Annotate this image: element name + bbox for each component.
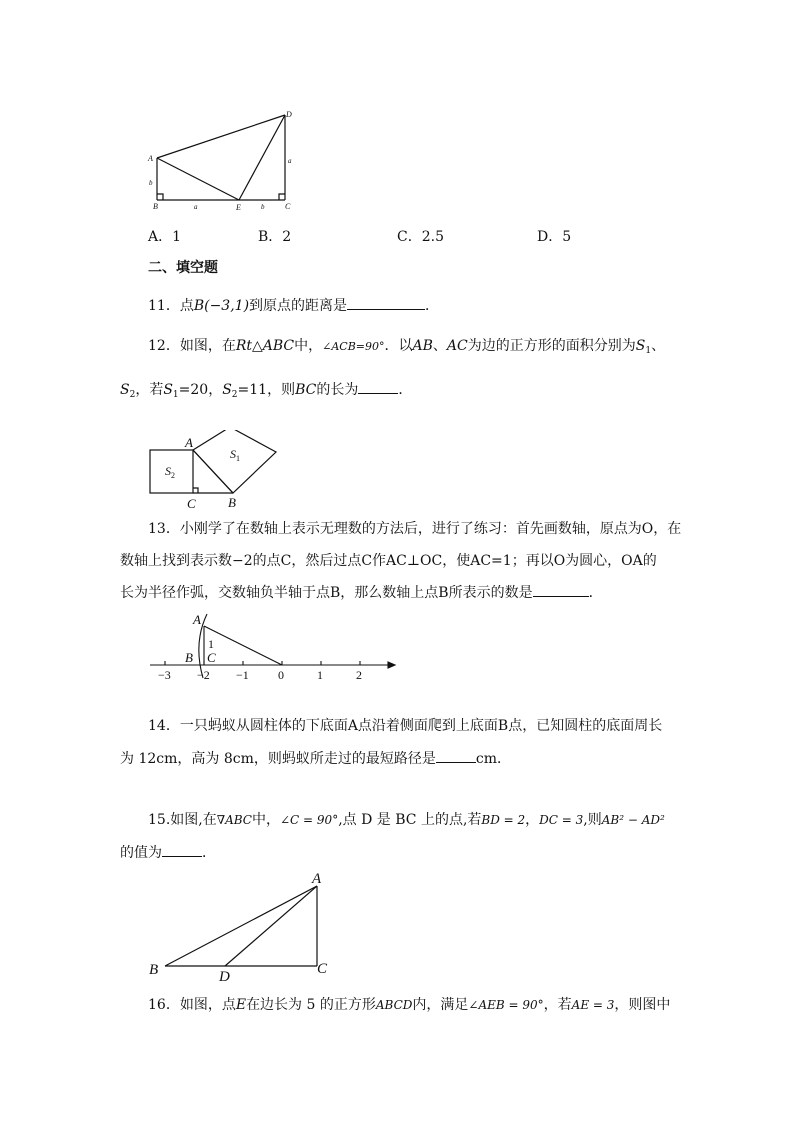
q13-answer-blank[interactable] [533, 582, 589, 597]
q12-answer-blank[interactable] [358, 379, 398, 394]
q15-line2-end: ． [202, 845, 216, 861]
q12-prefix: 12．如图，在 [148, 338, 236, 354]
q11-answer-blank[interactable] [347, 295, 425, 310]
q12-end: ． [398, 382, 413, 398]
q10-figure [145, 105, 305, 215]
q15-label-A: A [312, 871, 322, 887]
q14-answer-blank[interactable] [436, 748, 476, 763]
q11-point: B(−3,1) [193, 298, 250, 314]
label-b-bottom: b [261, 203, 265, 211]
q13-line3-end: ． [588, 585, 603, 601]
q15-text-e: ,则 [583, 812, 602, 828]
label-E: E [236, 203, 241, 212]
q12-cond1-sub: 1 [172, 390, 179, 400]
q16-text-b: 在边长为 5 的正方形 [246, 997, 376, 1013]
question-14-line2 [120, 748, 511, 769]
question-15-line1 [148, 810, 665, 830]
question-14-line1: 14．一只蚂蚁从圆柱体的下底面A点沿着侧面爬到上底面B点，已知圆柱的底面周长 [148, 718, 663, 734]
q14-line2-text: 为 12cm，高为 8cm，则蚂蚁所走过的最短路径是 [120, 751, 436, 767]
q15-text-a: 15.如图,在 [148, 812, 217, 828]
q16-text-a: 16．如图，点 [148, 997, 236, 1013]
q15-text-c: ,点 D 是 BC 上的点,若 [338, 812, 482, 828]
question-16-line1 [148, 995, 670, 1015]
q12-figure [145, 430, 285, 510]
q15-expression: AB² − AD² [601, 813, 665, 827]
q12-comma: ，若 [135, 382, 164, 398]
q12-label-B: B [228, 495, 236, 510]
q12-sep2: ， [208, 382, 223, 398]
q13-line3-text: 长为半径作弧，交数轴负半轴于点B，那么数轴上点B所表示的数是 [120, 585, 533, 601]
q13-tick-2: 2 [356, 668, 362, 682]
label-b-left: b [149, 179, 153, 187]
q12-cond2-val: =11 [237, 382, 268, 398]
q15-figure [145, 868, 345, 983]
q15-label-D: D [219, 969, 230, 983]
q13-figure [145, 608, 400, 683]
q16-ae: AE = 3 [571, 998, 615, 1012]
q16-text-d: ，若 [543, 997, 572, 1013]
q14-line2-end: cm． [475, 751, 511, 767]
q16-e: E [235, 997, 247, 1013]
q12-mid2: ．以 [384, 338, 413, 354]
q12-rest3: 的长为 [316, 382, 359, 398]
option-d[interactable]: D．5 [537, 229, 572, 245]
q12-cond1-val: =20 [178, 382, 209, 398]
question-13-line3 [120, 582, 603, 603]
label-C: C [285, 202, 291, 211]
q15-label-B: B [149, 962, 159, 978]
q12-label-S2-sub: 2 [171, 471, 175, 480]
q12-cond2: S [222, 382, 232, 398]
option-a[interactable]: A．1 [148, 229, 182, 245]
q12-ab: AB [412, 338, 433, 354]
q15-text-b: 中， [252, 812, 280, 828]
q12-label-S2: S [165, 464, 171, 478]
question-11 [148, 295, 439, 316]
q12-s1: S [635, 338, 646, 354]
q16-text-c: 内，满足 [412, 997, 469, 1013]
label-a-right: a [288, 157, 292, 165]
q12-s2-sub: 2 [129, 390, 136, 400]
q15-line2-text: 的值为 [120, 845, 162, 861]
q12-sep: 、 [432, 338, 447, 354]
q11-suffix: 到原点的距离是 [249, 298, 348, 314]
q15-label-C: C [317, 961, 328, 977]
label-A: A [148, 154, 153, 163]
label-a-bottom: a [194, 203, 198, 211]
question-12-line1 [148, 336, 665, 361]
q15-dc: DC = 3 [539, 813, 584, 827]
q12-label-S1: S [230, 447, 236, 461]
svg-text:S1 [230, 447, 240, 463]
q12-label-C: C [187, 496, 196, 510]
option-c[interactable]: C．2.5 [397, 229, 444, 245]
q13-tick-0: 0 [278, 668, 284, 682]
q12-cond2-sub: 2 [231, 390, 238, 400]
q12-ac: AC [446, 338, 468, 354]
q13-tick-neg2: −2 [197, 668, 210, 682]
q12-cond1: S [163, 382, 173, 398]
q13-tick-1: 1 [317, 668, 323, 682]
q16-angle: ∠AEB = 90° [468, 998, 544, 1012]
q12-label-A: A [185, 435, 193, 450]
q13-label-1: 1 [208, 637, 214, 651]
label-D: D [286, 110, 292, 119]
q12-s2: S [120, 382, 130, 398]
q11-end: ． [425, 298, 440, 314]
q13-label-C: C [207, 650, 216, 665]
q12-rest2: ，则 [267, 382, 296, 398]
q13-label-B: B [185, 650, 193, 665]
q15-bd: BD = 2 [481, 813, 526, 827]
q12-s1-sub: 1 [645, 346, 652, 356]
q13-label-A: A [193, 612, 201, 627]
section-heading: 二、填空题 [148, 260, 218, 276]
q12-rest: 为边的正方形的面积分别为 [467, 338, 636, 354]
question-15-line2 [120, 842, 216, 863]
q15-triangle: ∇ABC [216, 813, 252, 827]
svg-text:S2 [165, 464, 175, 480]
q13-tick-neg1: −1 [236, 668, 249, 682]
q11-prefix: 11．点 [148, 298, 194, 314]
question-12-line2 [120, 379, 412, 405]
q12-bc: BC [295, 382, 317, 398]
q16-text-e: ，则图中 [614, 997, 671, 1013]
option-b[interactable]: B．2 [258, 229, 292, 245]
q12-rt: Rt△ABC [235, 338, 295, 354]
q13-tick-neg3: −3 [158, 668, 171, 682]
q12-angle: ∠ACB=90° [322, 340, 385, 353]
q15-answer-blank[interactable] [162, 842, 202, 857]
question-13-line2: 数轴上找到表示数−2的点C，然后过点C作AC⊥OC，使AC=1；再以O为圆心，OA的 [120, 553, 657, 569]
q15-angle: ∠C = 90° [280, 813, 339, 827]
q12-label-S1-sub: 1 [236, 454, 240, 463]
q15-text-d: ， [525, 812, 540, 828]
q16-abcd: ABCD [375, 998, 413, 1012]
q12-tail: 、 [651, 338, 666, 354]
q12-mid: 中， [294, 338, 323, 354]
question-13-line1: 13．小刚学了在数轴上表示无理数的方法后，进行了练习：首先画数轴，原点为O，在 [148, 521, 682, 537]
label-B: B [153, 202, 158, 211]
